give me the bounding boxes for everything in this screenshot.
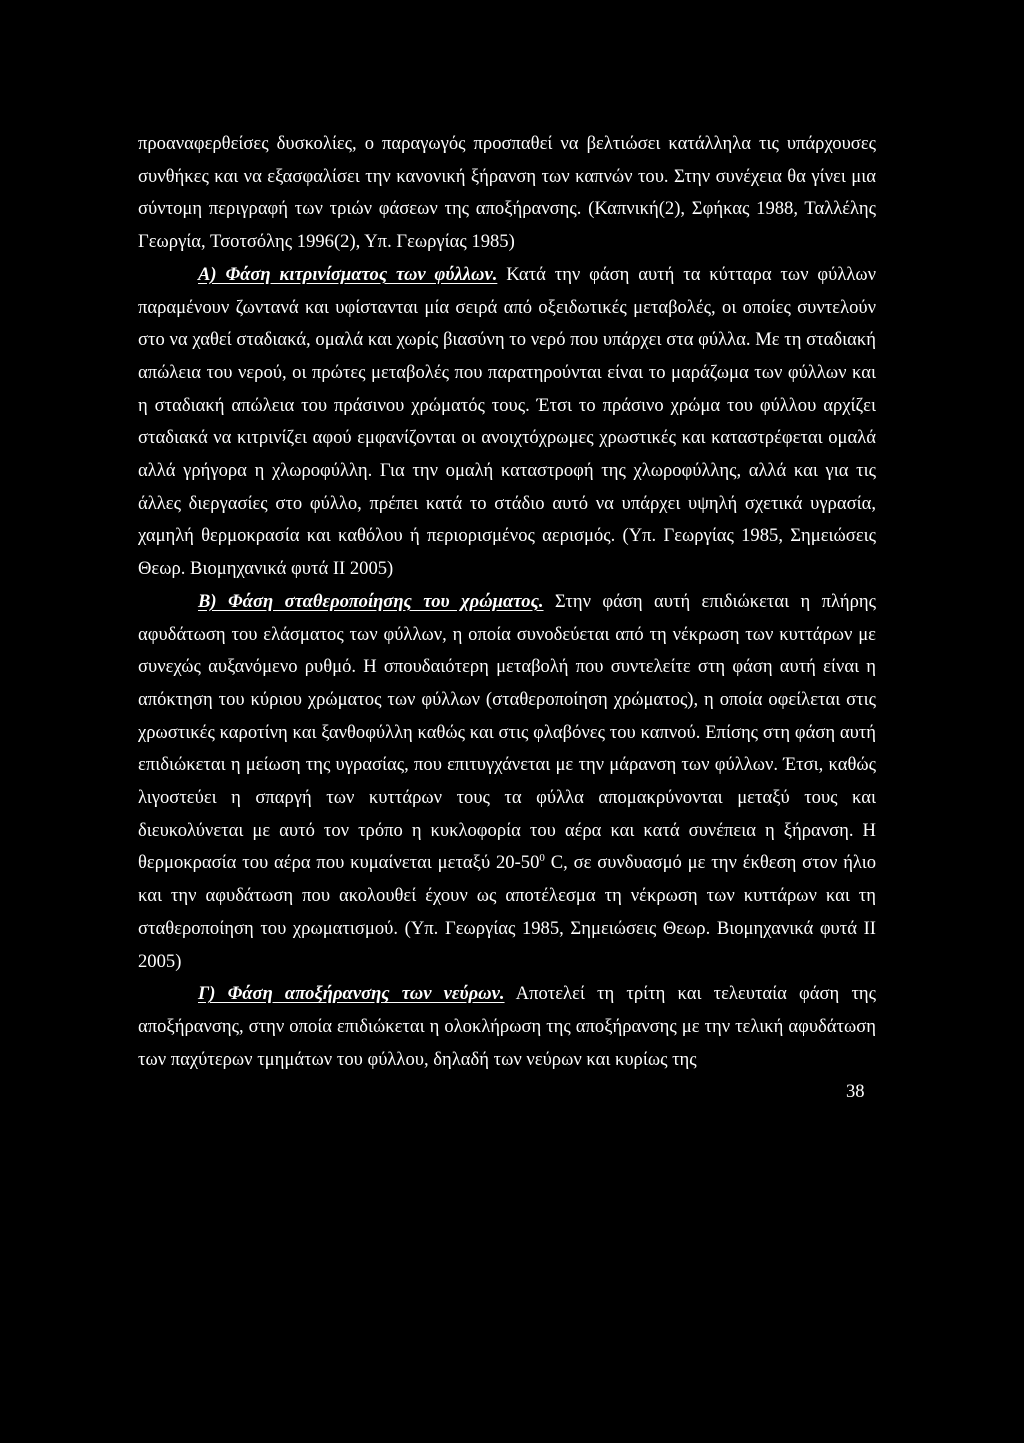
- paragraph-phase-b: [138, 586, 876, 978]
- page-body: [138, 128, 876, 1076]
- paragraph-phase-b-text-1: Στην φάση αυτή επιδιώκεται η πλήρης αφυδάτωση του ελάσματος των φύλλων, η οποία συνοδεύεται από τη νέκρωση των κυττάρων με συνεχώς αυξανόμενο ρυθμό. Η σπουδαιότερη μεταβολή που συντελείτε στη φάση αυτή είναι η απόκτηση του κύριου χρώματος των φύλλων (σταθεροποίηση χρώματος), η οποία οφείλεται στις χρωστικές καροτίνη και ξανθοφύλλη καθώς και στις φλαβόνες του καπνού. Επίσης στη φάση αυτή επιδιώκεται η μείωση της υγρασίας, που επιτυγχάνεται με την μάρανση των φύλλων. Έτσι, καθώς λιγοστεύει η σπαργή των κυττάρων τους τα φύλλα απομακρύνονται μεταξύ τους και διευκολύνεται με αυτό τον τρόπο η κυκλοφορία του αέρα και κατά συνέπεια η ξήρανση. Η θερμοκρασία του αέρα που κυμαίνεται μεταξύ 20-50: [138, 590, 876, 874]
- paragraph-intro-text: προαναφερθείσες δυσκολίες, ο παραγωγός προσπαθεί να βελτιώσει κατάλληλα τις υπάρχουσες συνθήκες και να εξασφαλίσει την κανονική ξήρανση των καπνών του. Στην συνέχεια θα γίνει μια σύντομη περιγραφή των τριών φάσεων της αποξήρανσης. (Καπνική(2), Σφήκας 1988, Ταλλέλης Γεωργία, Τσοτσόλης 1996(2), Υπ. Γεωργίας 1985): [138, 133, 876, 253]
- heading-phase-c: Γ) Φάση αποξήρανσης των νεύρων.: [198, 983, 505, 1005]
- paragraph-phase-a-text: Κατά την φάση αυτή τα κύτταρα των φύλλων παραμένουν ζωντανά και υφίστανται μία σειρά από οξειδωτικές μεταβολές, οι οποίες συντελούν στο να χαθεί σταδιακά, ομαλά και χωρίς βιασύνη το νερό που υπάρχει στα φύλλα. Με τη σταδιακή απώλεια του νερού, οι πρώτες μεταβολές που παρατηρούνται είναι το μαράζωμα των φύλλων και η σταδιακή απώλεια του πράσινου χρώματός τους. Έτσι το πράσινο χρώμα του φύλλου αρχίζει σταδιακά να κιτρινίζει αφού εμφανίζονται οι ανοιχτόχρωμες χρωστικές και καταστρέφεται ομαλά αλλά γρήγορα η χλωροφύλλη. Για την ομαλή καταστροφή της χλωροφύλλης, αλλά και για τις άλλες διεργασίες στο φύλλο, πρέπει κατά το στάδιο αυτό να υπάρχει υψηλή σχετικά υγρασία, χαμηλή θερμοκρασία και καθόλου ή περιορισμένος αερισμός. (Υπ. Γεωργίας 1985, Σημειώσεις Θεωρ. Βιομηχανικά φυτά ΙΙ 2005): [138, 263, 876, 580]
- paragraph-phase-b-text-2: C, σε συνδυασμό με την έκθεση στον ήλιο και την αφυδάτωση που ακολουθεί έχουν ως αποτέλεσμα τη νέκρωση των κυττάρων και τη σταθεροποίηση του χρωματισμού. (Υπ. Γεωργίας 1985, Σημειώσεις Θεωρ. Βιομηχανικά φυτά ΙΙ 2005): [138, 852, 876, 972]
- degree-superscript: 0: [539, 852, 545, 865]
- page-number: 38: [846, 1081, 865, 1102]
- heading-phase-b: Β) Φάση σταθεροποίησης του χρώματος.: [198, 590, 544, 612]
- paragraph-phase-c-text: Αποτελεί τη τρίτη και τελευταία φάση της αποξήρανσης, στην οποία επιδιώκεται η ολοκλήρωση της αποξήρανσης με την τελική αφυδάτωση των παχύτερων τμημάτων του φύλλου, δηλαδή των νεύρων και κυρίως της: [138, 983, 877, 1070]
- paragraph-intro: [138, 128, 876, 259]
- heading-phase-a: Α) Φάση κιτρινίσματος των φύλλων.: [198, 263, 498, 285]
- paragraph-phase-a: [138, 259, 876, 586]
- paragraph-phase-c: [138, 978, 876, 1076]
